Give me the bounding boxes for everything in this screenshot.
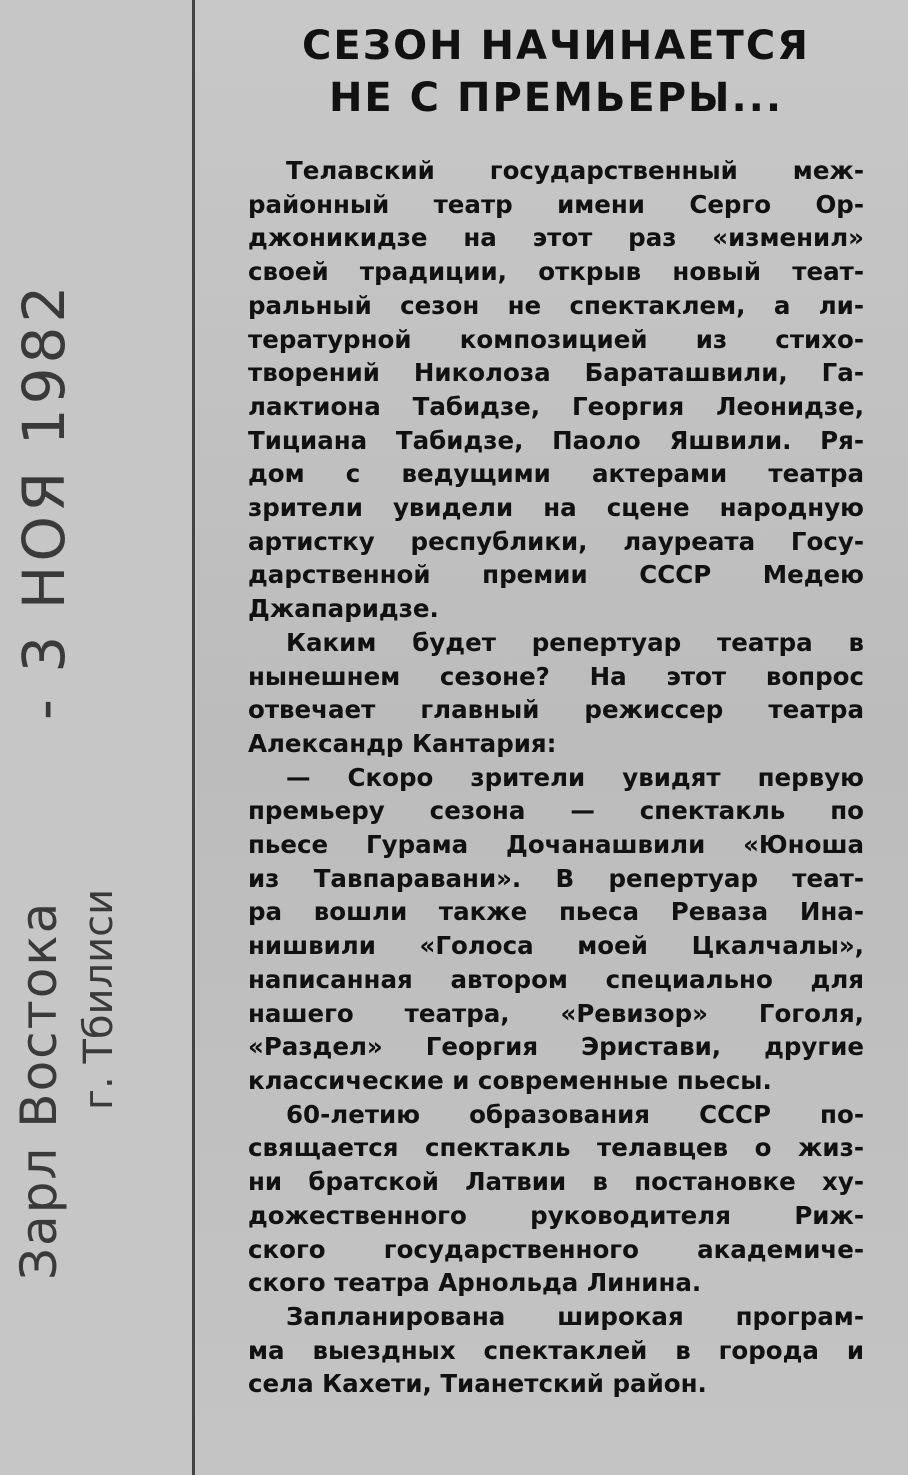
article-paragraph: [248, 626, 864, 761]
text-line: своей традиции, открыв новый теат-: [248, 257, 864, 287]
text-line: классические и современные пьесы.: [248, 1065, 772, 1095]
article-paragraph: [248, 1098, 864, 1300]
text-line: пьесе Гурама Дочанашвили «Юноша: [248, 830, 864, 860]
text-line: ра вошли также пьеса Реваза Ина-: [248, 897, 864, 927]
text-line: написанная автором специально для: [248, 964, 864, 994]
text-line: дарственной премии СССР Медею: [248, 560, 864, 590]
text-line: 60-летию образования СССР по-: [286, 1099, 864, 1129]
text-line: нынешнем сезоне? На этот вопрос: [248, 661, 864, 691]
article-paragraph: [248, 154, 864, 626]
text-line: ни братской Латвии в постановке ху-: [248, 1167, 864, 1197]
text-line: дом с ведущими актерами театра: [248, 459, 864, 489]
stamp-date: - 3 НОЯ 1982: [10, 281, 78, 720]
text-line: Каким будет репертуар театра в: [286, 627, 864, 657]
text-line: артистку республики, лауреата Госу-: [248, 526, 864, 556]
article: [248, 20, 864, 1401]
text-line: свящается спектакль телавцев о жиз-: [248, 1133, 864, 1163]
text-line: Александр Кантария:: [248, 728, 557, 758]
stamp-newspaper-name: Зарл Востока: [10, 900, 68, 1280]
text-line: Тициана Табидзе, Паоло Яшвили. Ря-: [248, 425, 864, 455]
text-line: ма выездных спектаклей в города и: [248, 1335, 864, 1365]
text-line: творений Николоза Бараташвили, Га-: [248, 358, 864, 388]
text-line: дожественного руководителя Риж-: [248, 1200, 864, 1230]
text-line: — Скоро зрители увидят первую: [286, 762, 864, 792]
headline-line: НЕ С ПРЕМЬЕРЫ...: [328, 75, 784, 121]
text-line: зрители увидели на сцене народную: [248, 493, 864, 523]
article-paragraph: [248, 1300, 864, 1401]
text-line: Телавский государственный меж-: [286, 156, 864, 185]
column-divider: [192, 0, 195, 1475]
text-line: Запланирована широкая програм-: [286, 1301, 864, 1331]
text-line: премьеру сезона — спектакль по: [248, 796, 864, 826]
text-line: районный театр имени Серго Ор-: [248, 189, 864, 219]
text-line: ского театра Арнольда Линина.: [248, 1268, 702, 1298]
text-line: ральный сезон не спектаклем, а ли-: [248, 290, 864, 320]
text-line: отвечает главный режиссер театра: [248, 695, 864, 725]
text-line: тературной композицией из стихо-: [248, 324, 864, 354]
text-line: джоникидзе на этот раз «изменил»: [248, 223, 864, 253]
headline-line: СЕЗОН НАЧИНАЕТСЯ: [302, 23, 810, 69]
text-line: нишвили «Голоса моей Цкалчалы»,: [248, 931, 864, 961]
stamp-margin: [0, 0, 196, 1475]
text-line: села Кахети, Тианетский район.: [248, 1369, 707, 1399]
text-line: из Тавпаравани». В репертуар теат-: [248, 863, 864, 893]
text-line: ского государственного академиче-: [248, 1234, 864, 1264]
text-line: Джапаридзе.: [248, 594, 439, 624]
article-paragraph: [248, 761, 864, 1098]
text-line: «Раздел» Георгия Эристави, другие: [248, 1032, 864, 1062]
article-headline: [248, 20, 864, 124]
text-line: нашего театра, «Ревизор» Гоголя,: [248, 998, 864, 1028]
stamp-city: г. Тбилиси: [76, 888, 122, 1110]
text-line: лактиона Табидзе, Георгия Леонидзе,: [248, 391, 864, 421]
